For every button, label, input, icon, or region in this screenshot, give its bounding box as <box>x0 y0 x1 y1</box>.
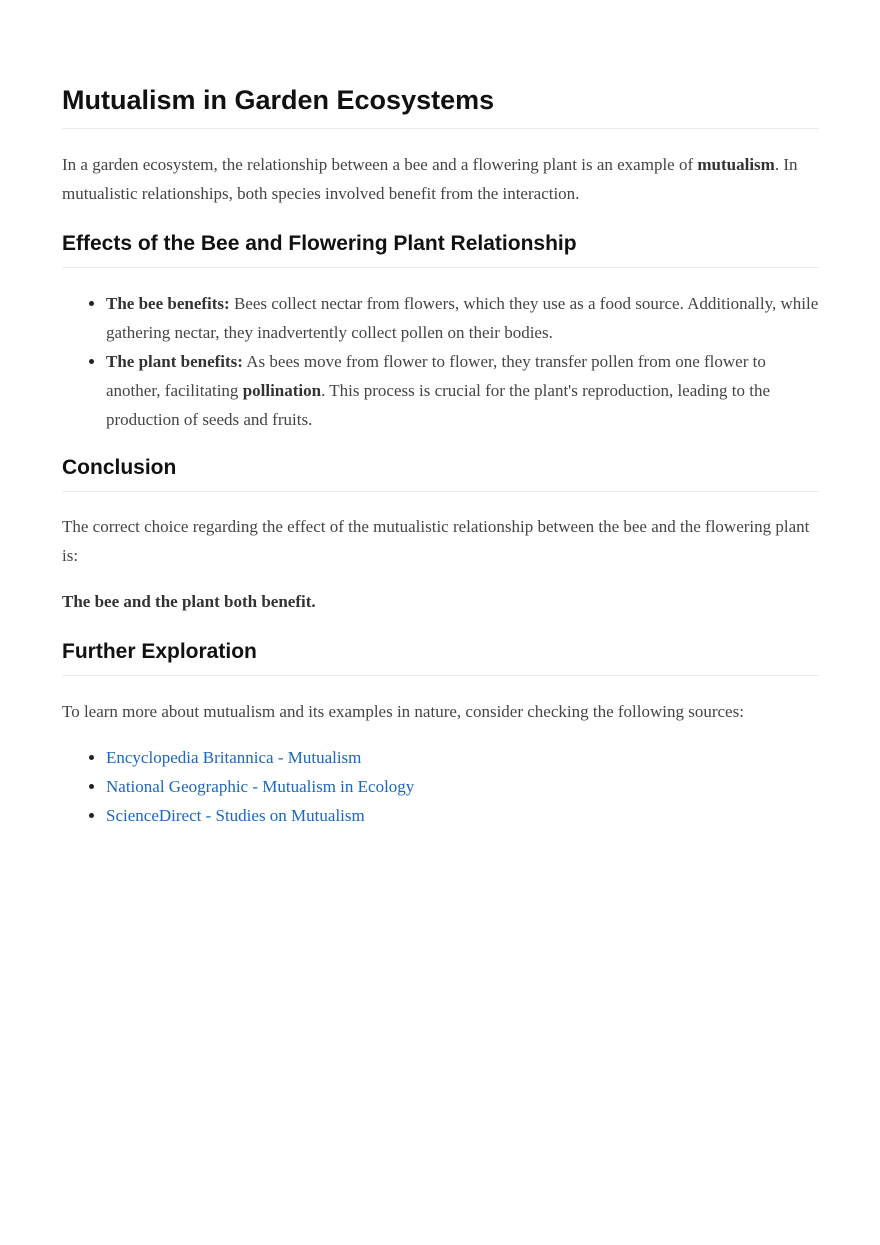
list-item <box>106 743 819 772</box>
effects-heading: Effects of the Bee and Flowering Plant Relationship <box>62 230 819 268</box>
plant-text-start: As bees move from flower to flower, they transfer pollen from one flower to another, facilitating <box>106 352 766 400</box>
effects-list <box>62 289 819 434</box>
link-britannica[interactable]: Encyclopedia Britannica - Mutualism <box>106 748 362 767</box>
answer-text: The bee and the plant both benefit. <box>62 592 316 611</box>
conclusion-paragraph: The correct choice regarding the effect of the mutualistic relationship between the bee and the flowering plant is: <box>62 517 810 565</box>
link-national-geographic[interactable]: National Geographic - Mutualism in Ecology <box>106 777 415 796</box>
intro-text-end: . In mutualistic relationships, both species involved benefit from the interaction. <box>62 155 798 203</box>
plant-bold-term: pollination <box>242 381 322 400</box>
link-sciencedirect[interactable]: ScienceDirect - Studies on Mutualism <box>106 806 365 825</box>
plant-label: The plant benefits: <box>106 352 243 371</box>
plant-text-end: . This process is crucial for the plant's reproduction, leading to the production of seeds and fruits. <box>106 381 770 429</box>
list-item-plant <box>106 347 819 434</box>
list-item <box>106 801 819 830</box>
further-heading: Further Exploration <box>62 638 819 676</box>
bee-text: Bees collect nectar from flowers, which they use as a food source. Additionally, while gathering nectar, they inadvertently collect pollen on their bodies. <box>106 294 819 342</box>
further-paragraph: To learn more about mutualism and its examples in nature, consider checking the following sources: <box>62 702 744 721</box>
bee-label: The bee benefits: <box>106 294 230 313</box>
intro-paragraph <box>62 150 819 208</box>
page-title: Mutualism in Garden Ecosystems <box>62 82 819 129</box>
sources-list <box>62 743 819 830</box>
conclusion-answer <box>62 587 819 616</box>
list-item <box>106 772 819 801</box>
list-item-bee <box>106 289 819 347</box>
conclusion-heading: Conclusion <box>62 454 819 492</box>
intro-bold-term: mutualism <box>697 155 775 174</box>
intro-text-start: In a garden ecosystem, the relationship between a bee and a flowering plant is an example of <box>62 155 698 174</box>
